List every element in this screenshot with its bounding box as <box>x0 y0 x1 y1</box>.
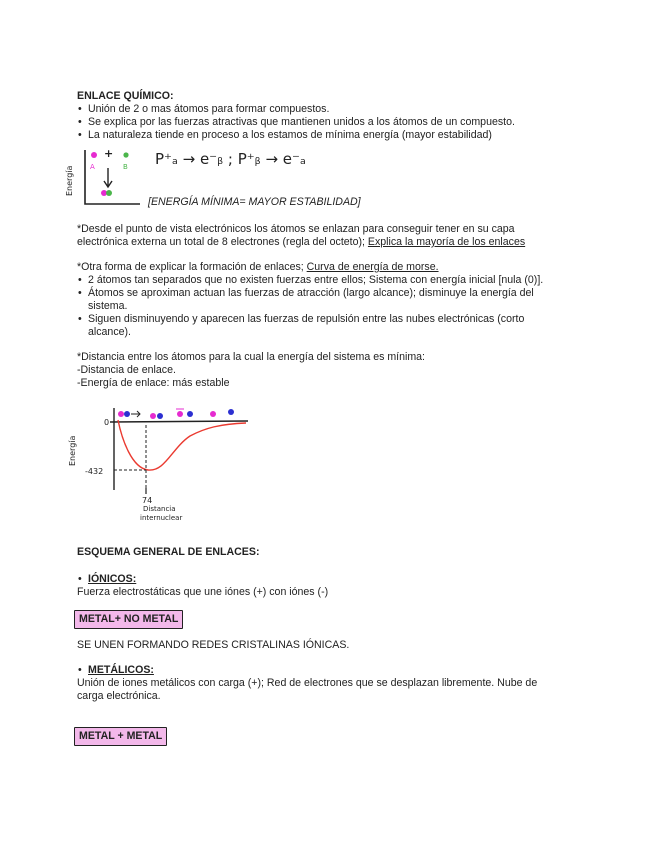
sketch-plus: + <box>104 147 114 160</box>
distancia-line-2: -Distancia de enlace. <box>77 364 176 376</box>
distancia-line-3: -Energía de enlace: más estable <box>77 377 230 389</box>
graph-atom-magenta-3 <box>177 411 183 417</box>
morse-bullet-2-line-1: Átomos se aproximan actuan las fuerzas de atracción (largo alcance); disminuye la energía del <box>88 287 534 299</box>
bullet-dot: • <box>78 313 82 325</box>
morse-curve <box>118 420 246 470</box>
graph-zero-line <box>110 421 248 422</box>
morse-intro-text: *Otra forma de explicar la formación de enlaces; <box>77 261 307 273</box>
metalicos-desc-line-1: Unión de iones metálicos con carga (+); Red de electrones que se desplazan libremente. Nube de <box>77 677 538 689</box>
distancia-line-1: *Distancia entre los átomos para la cual la energía del sistema es mínima: <box>77 351 425 363</box>
bullet-dot: • <box>78 664 82 676</box>
enlace-bullet-1: Unión de 2 o mas átomos para formar compuestos. <box>88 103 330 115</box>
graph-atom-blue-4 <box>228 409 234 415</box>
graph-atom-blue-3 <box>187 411 193 417</box>
bullet-dot: • <box>78 103 82 115</box>
graph-atom-blue-1 <box>124 411 130 417</box>
bullet-dot: • <box>78 287 82 299</box>
graph-atom-magenta-4 <box>210 411 216 417</box>
sketch-y-label: Energía <box>65 165 74 196</box>
morse-bullet-3-line-1: Siguen disminuyendo y aparecen las fuerzas de repulsión entre las nubes electrónicas (corto <box>88 313 525 325</box>
graph-min-label: -432 <box>85 467 104 476</box>
section-title-enlace: ENLACE QUÍMICO: <box>77 90 174 102</box>
graph-atom-magenta-2 <box>150 413 156 419</box>
octeto-line-1: *Desde el punto de vista electrónicos los átomos se enlazan para conseguir tener en su capa <box>77 223 515 235</box>
sketch-label-a: A <box>90 163 95 171</box>
graph-zero-label: 0 <box>104 418 110 427</box>
graph-arrow-icon <box>131 411 140 417</box>
graph-x-label-1: Distancia <box>143 505 176 513</box>
graph-atom-magenta-1 <box>118 411 124 417</box>
morse-intro-underlined: Curva de energía de morse. <box>306 261 439 273</box>
ionicos-heading: IÓNICOS: <box>88 573 137 585</box>
octeto-line-2-text: electrónica externa un total de 8 electrones (regla del octeto); <box>77 236 368 248</box>
metalicos-tag: METAL + METAL <box>74 727 167 746</box>
enlace-bullet-3: La naturaleza tiende en proceso a los estamos de mínima energía (mayor estabilidad) <box>88 129 492 141</box>
graph-x-tick-label: 74 <box>142 496 153 505</box>
octeto-underlined: Explica la mayoría de los enlaces <box>367 236 526 248</box>
enlace-bullet-2: Se explica por las fuerzas atractivas que mantienen unidos a los átomos de un compuesto. <box>88 116 515 128</box>
ionicos-note: SE UNEN FORMANDO REDES CRISTALINAS IÓNICAS. <box>77 639 350 651</box>
morse-bullet-3-line-2: alcance). <box>88 326 131 338</box>
graph-atom-blue-2 <box>157 413 163 419</box>
morse-bullet-2-line-2: sistema. <box>88 300 128 312</box>
graph-y-label: Energía <box>68 435 77 466</box>
bullet-dot: • <box>78 274 82 286</box>
section-title-esquema: ESQUEMA GENERAL DE ENLACES: <box>77 546 260 558</box>
ionicos-desc: Fuerza electrostáticas que une iónes (+) con iónes (-) <box>77 586 329 598</box>
metalicos-heading: METÁLICOS: <box>88 664 154 676</box>
morse-bullet-1: 2 átomos tan separados que no existen fuerzas entre ellos; Sistema con energía inicial [nula (0)]. <box>88 274 544 286</box>
bullet-dot: • <box>78 116 82 128</box>
sketch-label-b: B <box>123 163 128 171</box>
graph-x-label-2: internuclear <box>140 514 183 522</box>
energy-caption: [ENERGÍA MÍNIMA= MAYOR ESTABILIDAD] <box>148 196 361 208</box>
bullet-dot: • <box>78 129 82 141</box>
metalicos-desc-line-2: carga electrónica. <box>77 690 161 702</box>
bullet-dot: • <box>78 573 82 585</box>
ionicos-tag: METAL+ NO METAL <box>74 610 183 629</box>
ionization-equation: P⁺ₐ → e⁻ᵦ ; P⁺ᵦ → e⁻ₐ <box>155 150 306 168</box>
